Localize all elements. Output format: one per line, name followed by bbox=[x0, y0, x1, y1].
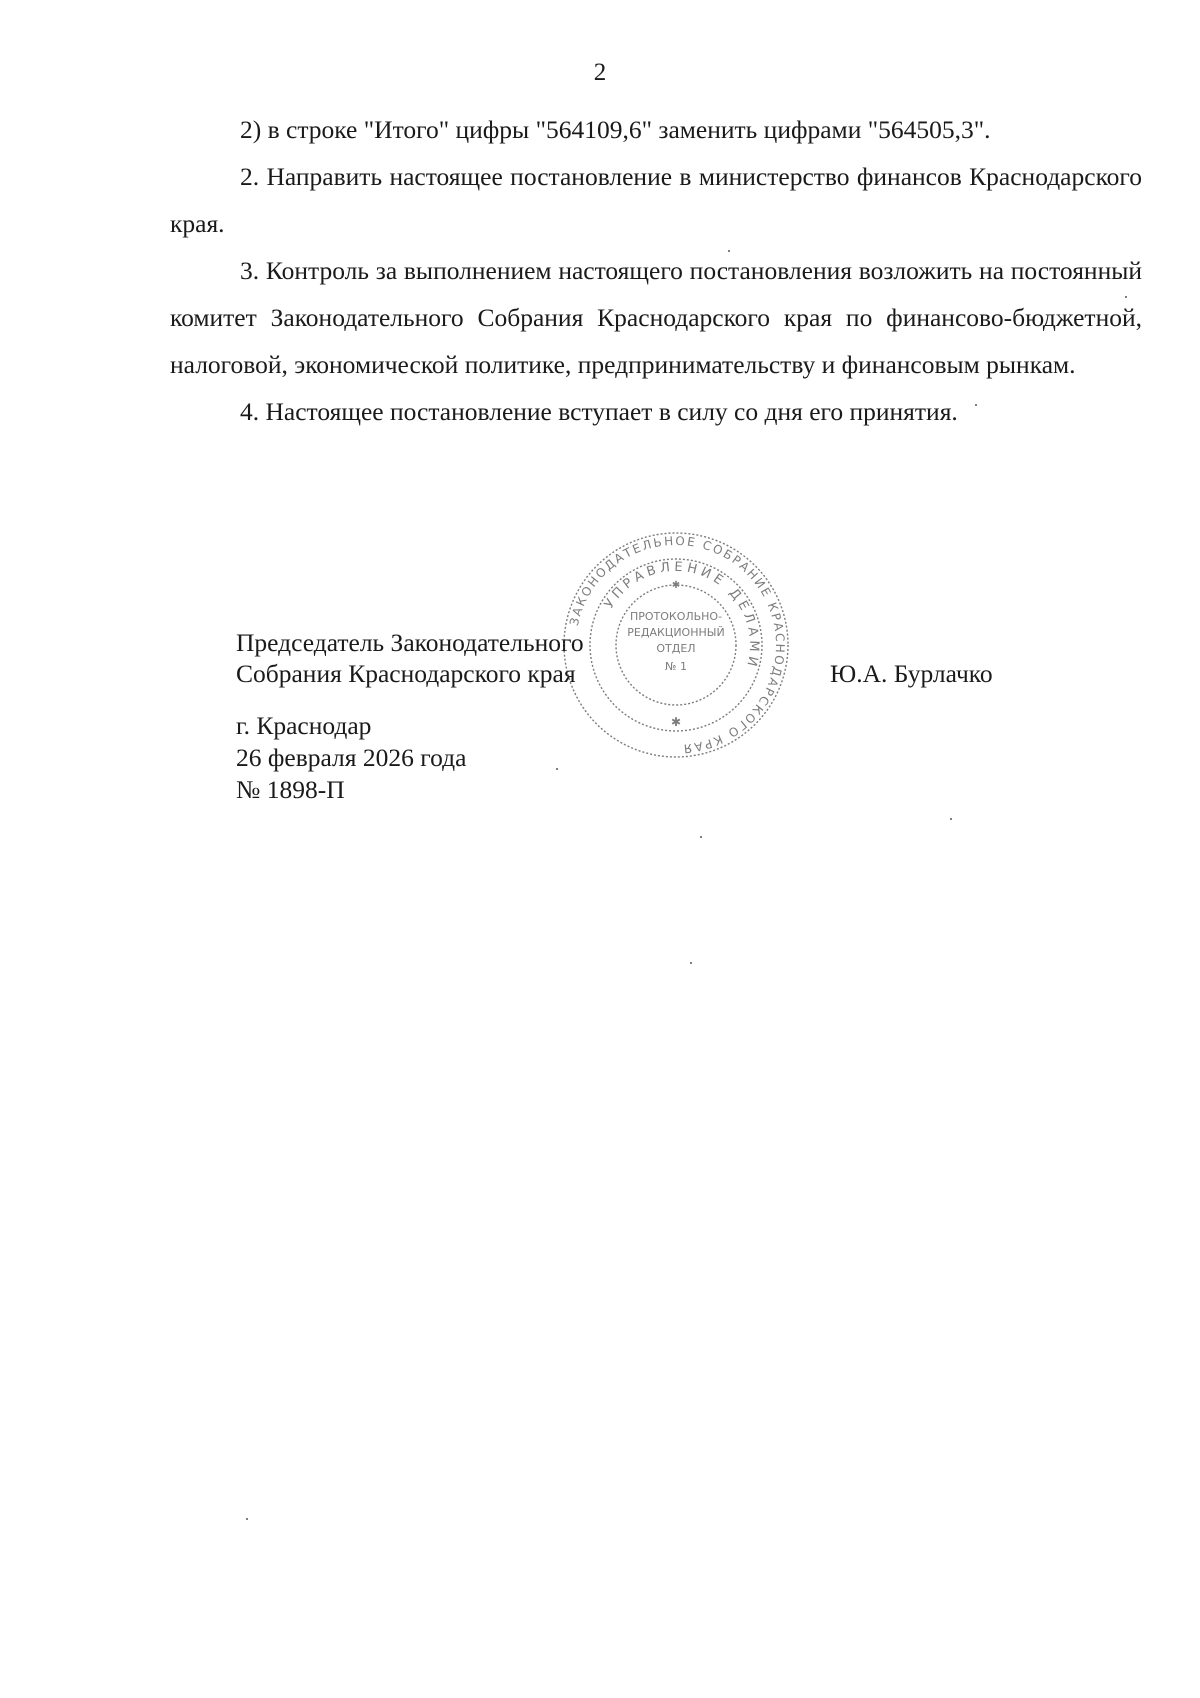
stamp-outer-text: ЗАКОНОДАТЕЛЬНОЕ СОБРАНИЕ КРАСНОДАРСКОГО КРАЯ bbox=[566, 533, 788, 756]
paragraph-control: 3. Контроль за выполнением настоящего постановления возложить на постоянный комитет Законодательного Собрания Краснодарского края по финансово-бюджетной, налоговой, экономической политике, предпринимательству и финансовым рынкам. bbox=[170, 256, 1142, 379]
stamp-star-icon: ✱ bbox=[671, 580, 681, 591]
stamp-star-icon-bottom: ✱ bbox=[670, 715, 682, 729]
stamp-center-line-2: РЕДАКЦИОННЫЙ bbox=[627, 626, 725, 639]
document-date: 26 февраля 2026 года bbox=[236, 743, 467, 772]
paragraph-item-2-total: 2) в строке "Итого" цифры "564109,6" заменить цифрами "564505,3". bbox=[240, 115, 991, 144]
paragraph-effective-date: 4. Настоящее постановление вступает в силу со дня его принятия. bbox=[240, 397, 958, 426]
scan-speck bbox=[246, 1518, 248, 1520]
stamp-inner-text: УПРАВЛЕНИЕ ДЕЛАМИ bbox=[601, 559, 762, 672]
scan-speck bbox=[950, 818, 952, 820]
stamp-center-line-4: № 1 bbox=[665, 660, 687, 673]
scan-speck bbox=[728, 250, 730, 252]
scan-speck bbox=[556, 768, 558, 770]
document-number: № 1898-П bbox=[236, 775, 345, 804]
stamp-center-line-3: ОТДЕЛ bbox=[656, 642, 696, 655]
scan-speck bbox=[700, 836, 702, 838]
document-body bbox=[170, 106, 1142, 435]
page-number: 2 bbox=[593, 59, 607, 86]
signatory-title-line-2: Собрания Краснодарского края bbox=[236, 659, 576, 688]
signatory-title bbox=[236, 627, 584, 689]
scan-speck bbox=[975, 404, 977, 406]
paragraph-send-to-ministry: 2. Направить настоящее постановление в министерство финансов Краснодарского края. bbox=[170, 162, 1142, 238]
scan-speck bbox=[690, 962, 692, 964]
scan-speck bbox=[1125, 296, 1127, 298]
signatory-name: Ю.А. Бурлачко bbox=[830, 659, 993, 688]
stamp-center-line-1: ПРОТОКОЛЬНО- bbox=[629, 610, 723, 623]
document-city: г. Краснодар bbox=[236, 711, 372, 740]
official-stamp bbox=[556, 530, 796, 760]
signatory-title-line-1: Председатель Законодательного bbox=[236, 628, 584, 657]
place-date-number bbox=[236, 710, 466, 806]
